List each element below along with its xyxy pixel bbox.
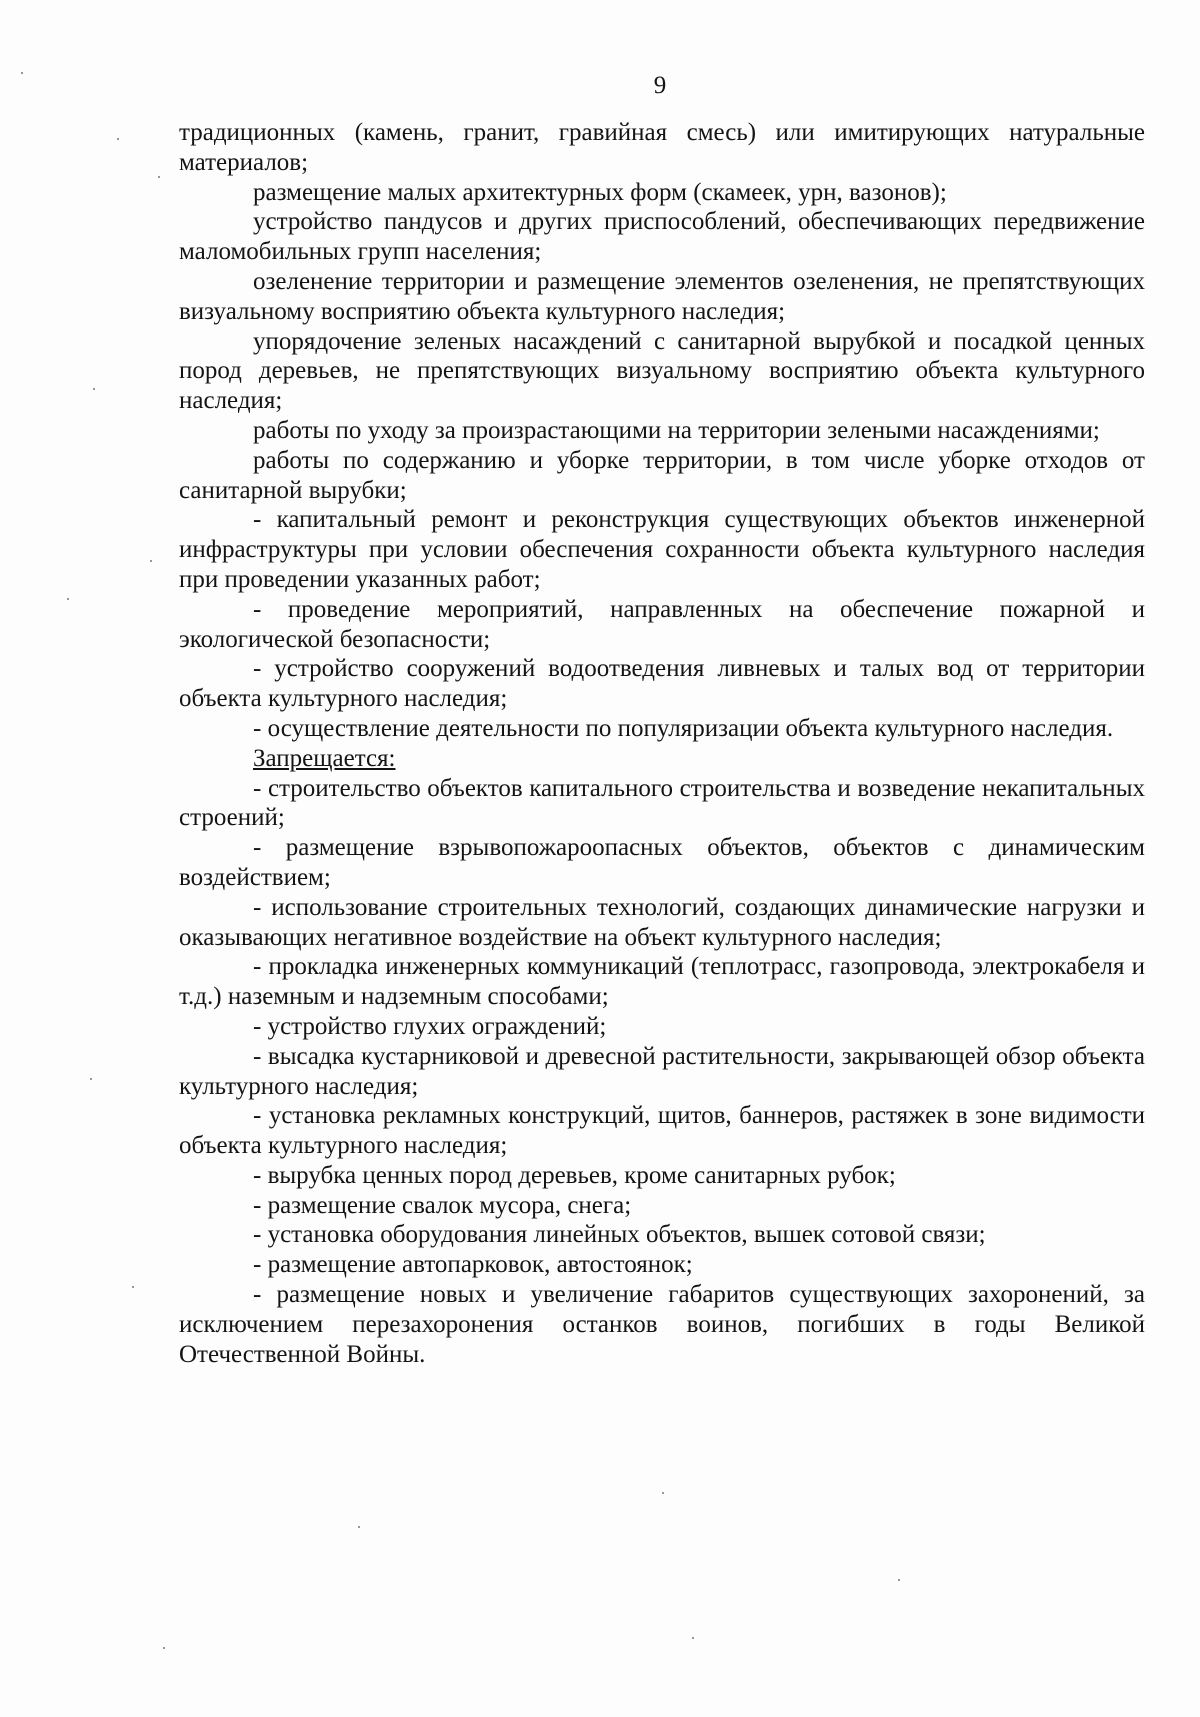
paragraph-cleaning-works: работы по содержанию и уборке территории, в том числе уборке отходов от санитарной вырубки; xyxy=(179,446,1145,504)
prohibited-item: - установка рекламных конструкций, щитов, баннеров, растяжек в зоне видимости объекта культурного наследия; xyxy=(179,1102,1145,1160)
paragraph-materials: традиционных (камень, гранит, гравийная смесь) или имитирующих натуральные материалов; xyxy=(179,119,1145,176)
prohibited-item: - установка оборудования линейных объектов, вышек сотовой связи; xyxy=(253,1221,986,1249)
scan-speck xyxy=(662,1492,664,1494)
scan-speck xyxy=(163,1647,165,1649)
scan-speck xyxy=(132,1286,134,1288)
paragraph-infrastructure-repair: - капитальный ремонт и реконструкция существующих объектов инженерной инфраструктуры при условии обеспечения сохранности объекта культурного наследия при проведении указанных работ; xyxy=(179,506,1145,593)
prohibited-item: - высадка кустарниковой и древесной растительности, закрывающей обзор объекта культурного наследия; xyxy=(179,1042,1145,1100)
paragraph-popularization: - осуществление деятельности по популяризации объекта культурного наследия. xyxy=(253,714,1114,742)
prohibited-item: - размещение взрывопожароопасных объектов, объектов с динамическим воздействием; xyxy=(179,834,1145,891)
scan-speck xyxy=(150,560,152,562)
paragraph-drainage: - устройство сооружений водоотведения ливневых и талых вод от территории объекта культурного наследия; xyxy=(179,655,1145,713)
prohibited-item: - устройство глухих ограждений; xyxy=(253,1012,607,1040)
scan-speck xyxy=(117,138,119,140)
prohibited-item: - прокладка инженерных коммуникаций (теплотрасс, газопровода, электрокабеля и т.д.) наземным и надземным способами; xyxy=(179,953,1145,1011)
scan-speck xyxy=(692,1637,694,1639)
paragraph-green-plantings: упорядочение зеленых насаждений с санитарной вырубкой и посадкой ценных пород деревьев, не препятствующих визуальному восприятию объекта культурного наследия; xyxy=(179,327,1145,415)
paragraph-care-works: работы по уходу за произрастающими на территории зелеными насаждениями; xyxy=(253,416,1100,444)
scan-speck xyxy=(93,388,95,390)
document-body xyxy=(179,118,1145,1369)
prohibited-item: - размещение автопарковок, автостоянок; xyxy=(253,1251,693,1279)
prohibited-item: - размещение свалок мусора, снега; xyxy=(253,1191,632,1219)
prohibited-heading: Запрещается: xyxy=(253,744,396,772)
paragraph-ramps: устройство пандусов и других приспособлений, обеспечивающих передвижение маломобильных групп населения; xyxy=(179,208,1145,266)
prohibited-item: - использование строительных технологий, создающих динамические нагрузки и оказывающих негативное воздействие на объект культурного наследия; xyxy=(179,893,1145,951)
scan-speck xyxy=(158,176,160,178)
paragraph-small-forms: размещение малых архитектурных форм (скамеек, урн, вазонов); xyxy=(253,178,947,206)
paragraph-fire-safety: - проведение мероприятий, направленных на обеспечение пожарной и экологической безопасности; xyxy=(179,595,1145,653)
scan-speck xyxy=(90,1078,92,1080)
scan-speck xyxy=(898,1579,900,1581)
prohibited-item: - размещение новых и увеличение габаритов существующих захоронений, за исключением перезахоронения останков воинов, погибших в годы Великой Отечественной Войны. xyxy=(179,1281,1145,1368)
prohibited-item: - строительство объектов капитального строительства и возведение некапитальных строений; xyxy=(179,774,1145,832)
page-number: 9 xyxy=(653,72,667,99)
scan-speck xyxy=(67,598,69,600)
prohibited-item: - вырубка ценных пород деревьев, кроме санитарных рубок; xyxy=(253,1161,896,1189)
paragraph-greening: озеленение территории и размещение элементов озеленения, не препятствующих визуальному восприятию объекта культурного наследия; xyxy=(179,267,1145,325)
scan-speck xyxy=(21,72,23,74)
scan-speck xyxy=(358,1526,360,1528)
